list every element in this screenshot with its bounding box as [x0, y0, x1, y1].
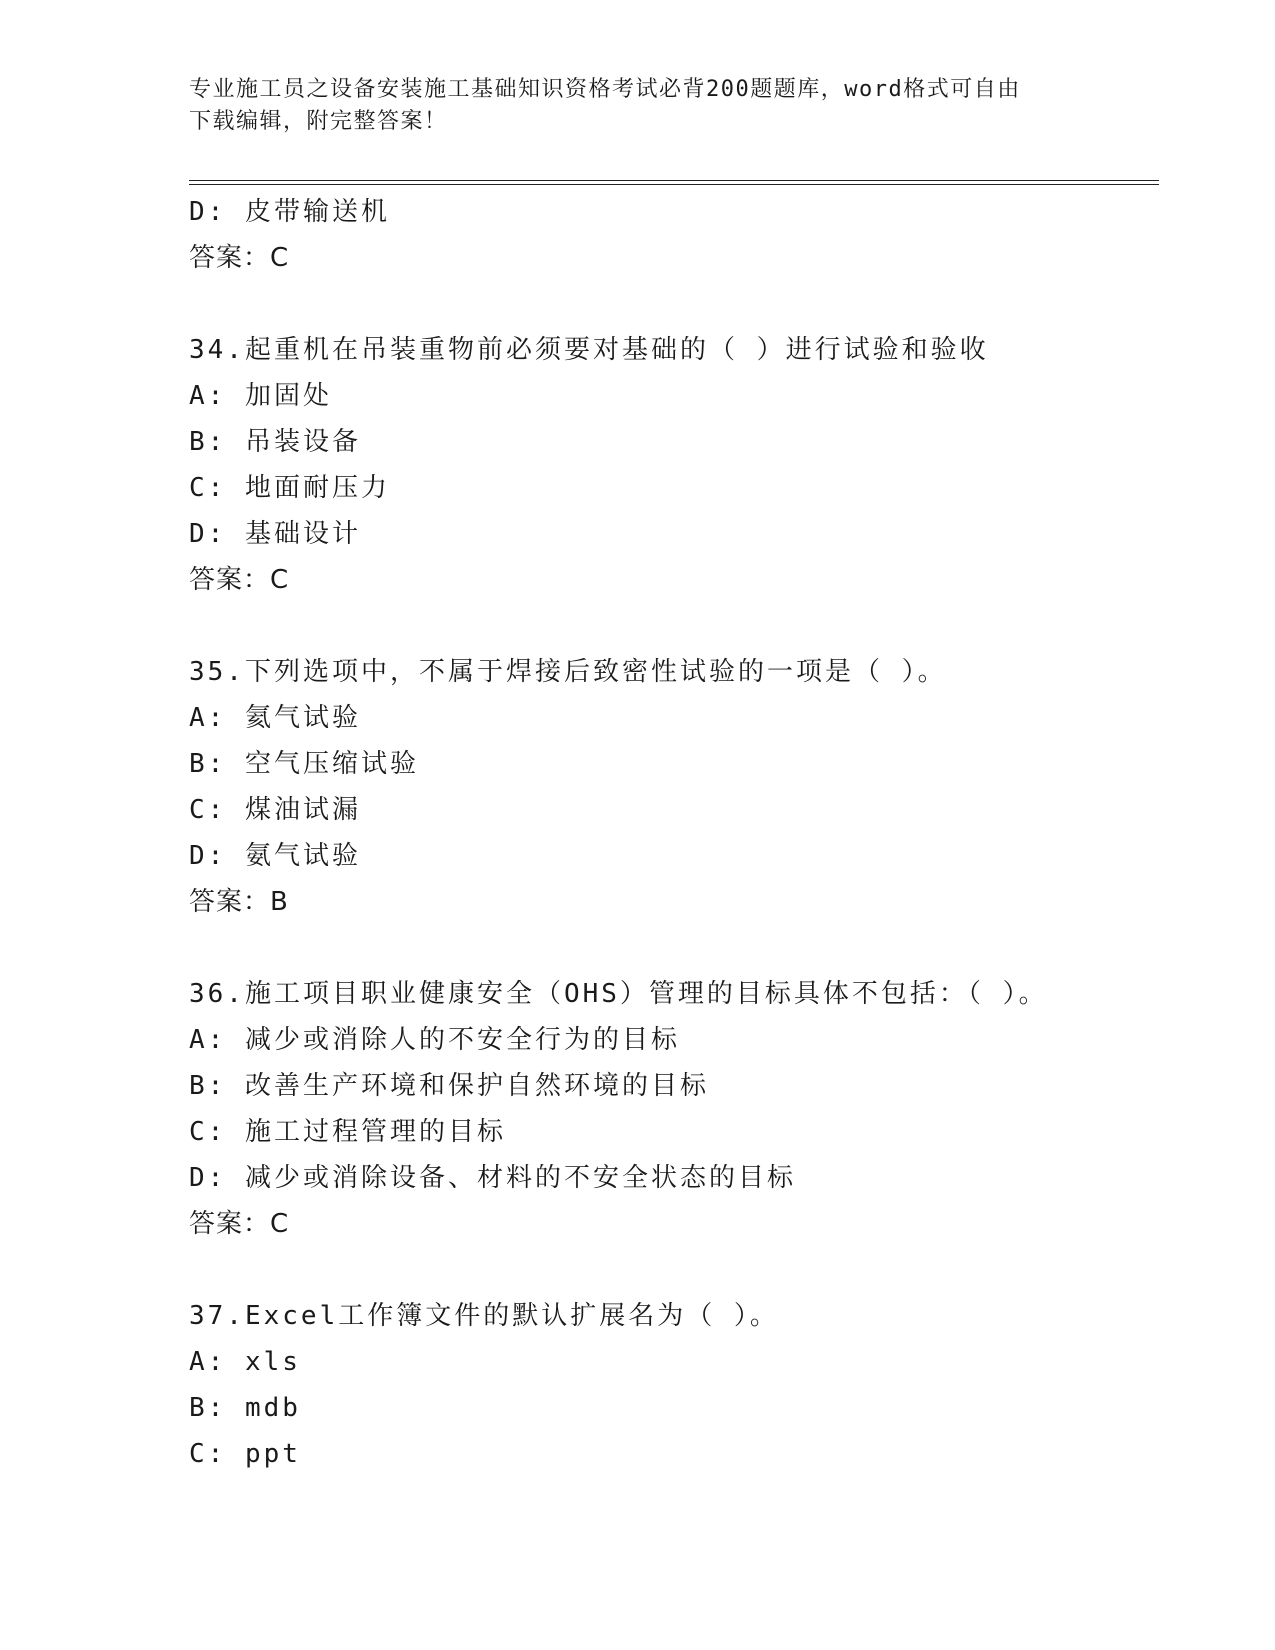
option-d: D: 氨气试验: [189, 841, 361, 871]
option-d: D: 减少或消除设备、材料的不安全状态的目标: [189, 1163, 796, 1193]
spacer: [189, 1247, 1179, 1293]
document-header: [189, 74, 1089, 138]
option-b: B: 空气压缩试验: [189, 749, 419, 779]
header-line-2: 下载编辑，附完整答案！: [189, 109, 448, 134]
option-c: C: 煤油试漏: [189, 795, 361, 825]
answer-line: 答案：C: [189, 243, 290, 273]
answer-line: 答案：C: [189, 565, 290, 595]
header-divider-bottom: [189, 184, 1159, 185]
question-stem: 37.Excel工作簿文件的默认扩展名为（ ）。: [189, 1301, 779, 1331]
option-a: A: 减少或消除人的不安全行为的目标: [189, 1025, 680, 1055]
header-line-1: 专业施工员之设备安装施工基础知识资格考试必背200题题库，word格式可自由: [189, 77, 1021, 102]
option-a: A: 氦气试验: [189, 703, 361, 733]
question-list: [189, 189, 1179, 1477]
answer-line: 答案：B: [189, 887, 289, 917]
spacer: [189, 281, 1179, 327]
question-34: [189, 327, 1179, 603]
option-a: A: xls: [189, 1347, 301, 1377]
answer-line: 答案：C: [189, 1209, 290, 1239]
question-stem: 36.施工项目职业健康安全（OHS）管理的目标具体不包括：（ ）。: [189, 979, 1048, 1009]
option-c: C: 地面耐压力: [189, 473, 390, 503]
option-b: B: 改善生产环境和保护自然环境的目标: [189, 1071, 709, 1101]
option-c: C: 施工过程管理的目标: [189, 1117, 506, 1147]
question-stem: 34.起重机在吊装重物前必须要对基础的（ ）进行试验和验收: [189, 335, 989, 365]
spacer: [189, 603, 1179, 649]
spacer: [189, 925, 1179, 971]
question-stem: 35.下列选项中，不属于焊接后致密性试验的一项是（ ）。: [189, 657, 947, 687]
header-divider-top: [189, 180, 1159, 181]
option-c: C: ppt: [189, 1439, 301, 1469]
question-35: [189, 649, 1179, 925]
option-d: D: 基础设计: [189, 519, 361, 549]
option-a: A: 加固处: [189, 381, 332, 411]
question-36: [189, 971, 1179, 1247]
option-b: B: 吊装设备: [189, 427, 361, 457]
question-37: [189, 1293, 1179, 1477]
option-d: D: 皮带输送机: [189, 197, 390, 227]
option-b: B: mdb: [189, 1393, 301, 1423]
carryover-block: [189, 189, 1179, 281]
